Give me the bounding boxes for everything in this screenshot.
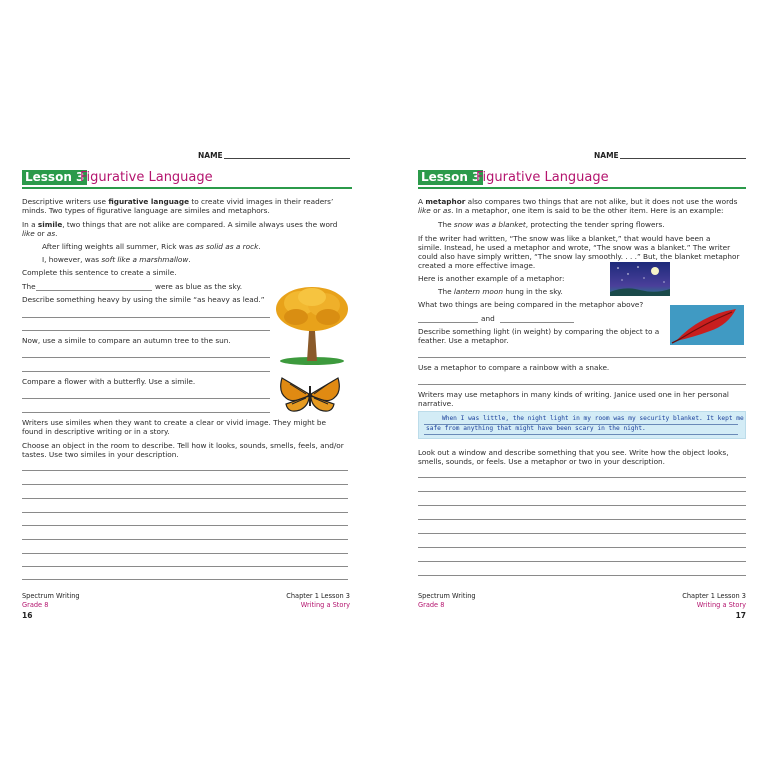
page-number: 17	[735, 611, 746, 620]
name-input-line[interactable]	[224, 158, 350, 159]
answer-line[interactable]	[22, 357, 270, 358]
blank-answer-line[interactable]	[500, 322, 574, 323]
blank-sentence-end: were as blue as the sky.	[155, 282, 243, 291]
right-page	[384, 0, 768, 768]
writing-line[interactable]	[22, 539, 348, 540]
writing-line[interactable]	[22, 566, 348, 567]
writing-line[interactable]	[22, 470, 348, 471]
lesson-title: Figurative Language	[476, 170, 609, 185]
page-number: 16	[22, 611, 33, 620]
lesson-badge: Lesson 3	[418, 170, 483, 185]
what-two-prompt: What two things are being compared in the metaphor above?	[418, 300, 644, 309]
metaphor-example-2: The lantern moon hung in the sky.	[438, 287, 563, 296]
another-example: Here is another example of a metaphor:	[418, 274, 565, 283]
answer-line[interactable]	[22, 317, 270, 318]
handwritten-example-2: safe from anything that might have been scary in the night.	[426, 425, 646, 432]
writing-line[interactable]	[22, 553, 348, 554]
writing-line[interactable]	[22, 484, 348, 485]
writing-line[interactable]	[418, 575, 746, 576]
writing-line[interactable]	[22, 525, 348, 526]
footer-series: Spectrum Writing	[418, 592, 476, 600]
if-writer-3: could also have simply written, “The snow lay smoothly. . . .” But, the blanket metaphor	[418, 252, 740, 261]
lesson-title: Figurative Language	[80, 170, 213, 185]
rainbow-prompt: Use a metaphor to compare a rainbow with a snake.	[418, 363, 610, 372]
answer-line[interactable]	[22, 398, 270, 399]
footer-grade: Grade 8	[418, 601, 445, 609]
writing-line[interactable]	[22, 498, 348, 499]
title-rule	[22, 187, 352, 189]
intro-line-2: minds. Two types of figurative language are similes and metaphors.	[22, 206, 270, 215]
name-input-line[interactable]	[620, 158, 746, 159]
handwriting-guide-line	[424, 434, 738, 435]
writing-line[interactable]	[22, 512, 348, 513]
writers-text-2: found in descriptive writing or in a story.	[22, 427, 170, 436]
light-prompt-2: feather. Use a metaphor.	[418, 336, 509, 345]
light-prompt-1: Describe something light (in weight) by comparing the object to a	[418, 327, 660, 336]
look-out-1: Look out a window and describe something that you see. Write how the object looks,	[418, 448, 729, 457]
flower-prompt: Compare a flower with a butterfly. Use a simile.	[22, 377, 196, 386]
blank-answer-line[interactable]	[36, 290, 152, 291]
title-rule	[418, 187, 746, 189]
footer-grade: Grade 8	[22, 601, 49, 609]
writers-may-1: Writers may use metaphors in many kinds of writing. Janice used one in her personal	[418, 390, 729, 399]
answer-line[interactable]	[418, 384, 746, 385]
answer-line[interactable]	[22, 412, 270, 413]
metaphor-definition-1: A metaphor also compares two things that are not alike, but it does not use the words	[418, 197, 738, 206]
simile-definition-1: In a simile, two things that are not alike are compared. A simile always uses the word	[22, 220, 338, 229]
writing-line[interactable]	[418, 547, 746, 548]
if-writer-4: created a more effective image.	[418, 261, 536, 270]
answer-line[interactable]	[418, 357, 746, 358]
footer-chapter: Chapter 1 Lesson 3	[286, 592, 350, 600]
footer-series: Spectrum Writing	[22, 592, 80, 600]
footer-section: Writing a Story	[696, 601, 746, 609]
if-writer-1: If the writer had written, “The snow was like a blanket,” that would have been a	[418, 234, 711, 243]
intro-line-1: Descriptive writers use figurative language to create vivid images in their readers’	[22, 197, 334, 206]
butterfly-illustration	[278, 374, 342, 414]
simile-definition-2: like or as.	[22, 229, 58, 238]
blank-sentence-start: The	[22, 282, 36, 291]
name-label: NAME	[198, 151, 223, 160]
look-out-2: smells, sounds, or feels. Use a metaphor or two in your description.	[418, 457, 665, 466]
if-writer-2: simile. Instead, he used a metaphor and wrote, “The snow was a blanket.” The writer	[418, 243, 731, 252]
lesson-badge: Lesson 3	[22, 170, 87, 185]
footer-section: Writing a Story	[300, 601, 350, 609]
footer-chapter: Chapter 1 Lesson 3	[682, 592, 746, 600]
feather-illustration	[670, 305, 744, 345]
choose-object-1: Choose an object in the room to describe. Tell how it looks, sounds, smells, feels, and/or	[22, 441, 344, 450]
answer-line[interactable]	[22, 330, 270, 331]
name-label: NAME	[594, 151, 619, 160]
writing-line[interactable]	[418, 491, 746, 492]
choose-object-2: tastes. Use two similes in your description.	[22, 450, 179, 459]
writing-line[interactable]	[418, 477, 746, 478]
heavy-prompt: Describe something heavy by using the simile “as heavy as lead.”	[22, 295, 265, 304]
handwritten-example-1: When I was little, the night light in my room was my security blanket. It kept me	[442, 415, 744, 422]
writing-line[interactable]	[418, 519, 746, 520]
writing-line[interactable]	[418, 533, 746, 534]
writing-line[interactable]	[418, 505, 746, 506]
metaphor-definition-2: like or as. In a metaphor, one item is said to be the other item. Here is an example:	[418, 206, 724, 215]
simile-example-1: After lifting weights all summer, Rick was as solid as a rock.	[42, 242, 261, 251]
writing-line[interactable]	[22, 579, 348, 580]
and-word: and	[481, 314, 495, 323]
night-sky-illustration	[610, 262, 670, 296]
blank-answer-line[interactable]	[418, 322, 478, 323]
complete-instruction: Complete this sentence to create a simile.	[22, 268, 177, 277]
autumn-tree-illustration	[274, 285, 350, 365]
writers-may-2: narrative.	[418, 399, 454, 408]
writing-line[interactable]	[418, 561, 746, 562]
metaphor-example-1: The snow was a blanket, protecting the tender spring flowers.	[438, 220, 665, 229]
simile-example-2: I, however, was soft like a marshmallow.	[42, 255, 191, 264]
autumn-prompt: Now, use a simile to compare an autumn tree to the sun.	[22, 336, 231, 345]
answer-line[interactable]	[22, 371, 270, 372]
writers-text-1: Writers use similes when they want to create a clear or vivid image. They might be	[22, 418, 327, 427]
